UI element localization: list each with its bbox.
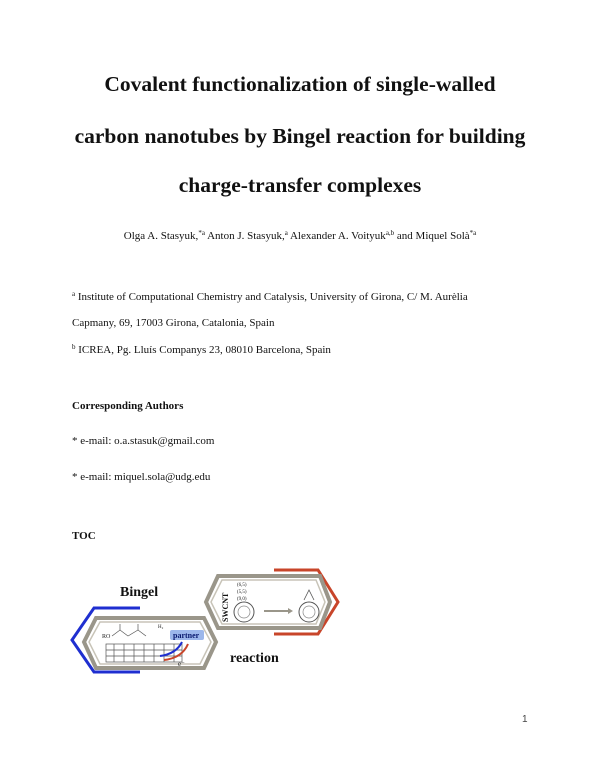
partner-label: partner [173,631,200,640]
corresponding-authors-heading: Corresponding Authors [72,400,184,412]
toc-heading: TOC [72,530,96,542]
author-2: Anton J. Stasyuk, [207,230,285,242]
svg-text:(5,5): (5,5) [237,590,247,595]
author-4: and Miquel Solà [396,230,470,242]
affiliation-b: $^b$ ICREA, Pg. Lluís Companys 23, 08010 Barcelona, Spain [72,343,331,356]
svg-text:(6,5): (6,5) [237,583,247,588]
toc-graphic [66,566,342,678]
title-line-2: carbon nanotubes by Bingel reaction for building [74,124,526,148]
author-list: Olga A. Stasyuk,$^{*a}$ Anton J. Stasyuk,$^a$ Alexander A. Voityuk$^{a,b}$ and Miquel Solà$^{*a}$ [123,229,477,242]
swcnt-label: SWCNT [221,592,230,622]
author-1: Olga A. Stasyuk, [123,230,199,242]
affiliation-a-cont: Capmany, 69, 17003 Girona, Catalonia, Spain [72,317,275,329]
ro-label: RO [102,634,111,640]
bingel-label: Bingel [120,585,159,600]
svg-text:H₂: H₂ [158,625,164,630]
author-3: Alexander A. Voityuk [289,230,386,242]
title-line-1: Covalent functionalization of single-walled [104,72,496,96]
email-1: * e-mail: o.a.stasuk@gmail.com [72,435,215,447]
svg-text:e⁻: e⁻ [178,660,185,668]
affiliation-a: $^a$ Institute of Computational Chemistry and Catalysis, University of Girona, C/ M. Aurèlia [72,290,468,303]
title-line-3: charge-transfer complexes [178,173,422,197]
svg-text:(9,0): (9,0) [237,597,247,602]
page-number: 1 [522,714,528,725]
email-2: * e-mail: miquel.sola@udg.edu [72,471,211,483]
reaction-label: reaction [230,651,279,666]
